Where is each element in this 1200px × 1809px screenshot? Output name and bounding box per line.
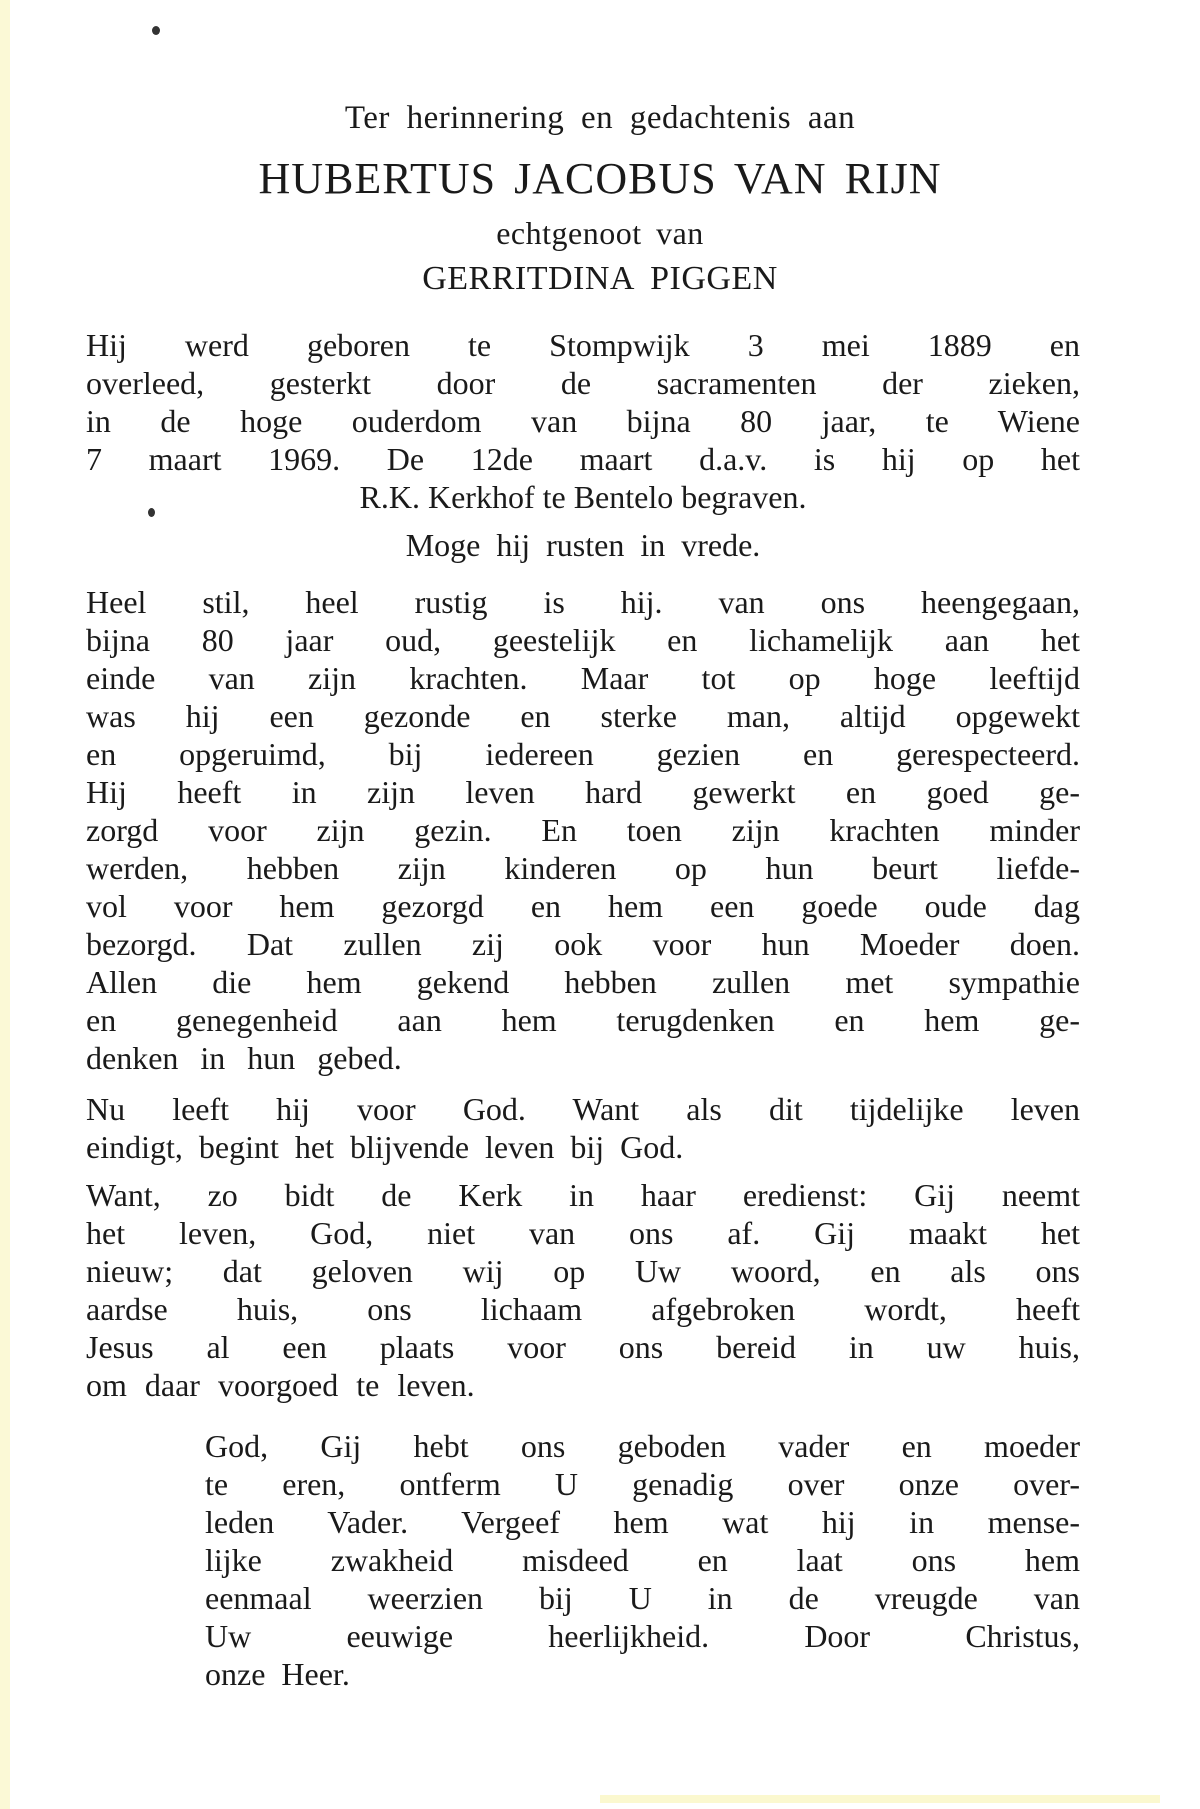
text-line: einde van zijn krachten. Maar tot op hoge leeftijd bbox=[86, 660, 1080, 696]
prayer-paragraph bbox=[205, 1427, 1080, 1693]
text-line: in de hoge ouderdom van bijna 80 jaar, te Wiene bbox=[86, 403, 1080, 439]
spouse-label: echtgenoot van bbox=[496, 215, 704, 251]
text-line: Heel stil, heel rustig is hij. van ons heengegaan, bbox=[86, 584, 1080, 620]
text-line: 7 maart 1969. De 12de maart d.a.v. is hij op het bbox=[86, 441, 1080, 477]
text-line: Jesus al een plaats voor ons bereid in uw huis, bbox=[86, 1329, 1080, 1365]
text-line: zorgd voor zijn gezin. En toen zijn krachten minder bbox=[86, 812, 1080, 848]
text-line: Want, zo bidt de Kerk in haar eredienst: Gij neemt bbox=[86, 1177, 1080, 1213]
rest-in-peace bbox=[86, 526, 1080, 564]
text-line: God, Gij hebt ons geboden vader en moeder bbox=[205, 1428, 1080, 1464]
text-line: Nu leeft hij voor God. Want als dit tijdelijke leven bbox=[86, 1091, 1080, 1127]
text-line: overleed, gesterkt door de sacramenten der zieken, bbox=[86, 365, 1080, 401]
text-line: bezorgd. Dat zullen zij ook voor hun Moeder doen. bbox=[86, 926, 1080, 962]
text-line: denken in hun gebed. bbox=[86, 1040, 402, 1076]
tribute-paragraph bbox=[86, 583, 1080, 1077]
text-line: Uw eeuwige heerlijkheid. Door Christus, bbox=[205, 1618, 1080, 1654]
text-line: onze Heer. bbox=[205, 1656, 350, 1692]
text-line: Hij heeft in zijn leven hard gewerkt en goed ge- bbox=[86, 774, 1080, 810]
text-line: om daar voorgoed te leven. bbox=[86, 1367, 475, 1403]
ink-speck bbox=[152, 26, 160, 35]
text-line: en opgeruimd, bij iedereen gezien en gerespecteerd. bbox=[86, 736, 1080, 772]
text-line: R.K. Kerkhof te Bentelo begraven. bbox=[359, 479, 807, 515]
text-line: te eren, ontferm U genadig over onze over- bbox=[205, 1466, 1080, 1502]
text-line: werden, hebben zijn kinderen op hun beurt liefde- bbox=[86, 850, 1080, 886]
text-line: eindigt, begint het blijvende leven bij God. bbox=[86, 1129, 684, 1165]
text-line: Hij werd geboren te Stompwijk 3 mei 1889 en bbox=[86, 327, 1080, 363]
paper-edge-bottom bbox=[600, 1795, 1160, 1803]
text-line: vol voor hem gezorgd en hem een goede oude dag bbox=[86, 888, 1080, 924]
text-line: nieuw; dat geloven wij op Uw woord, en als ons bbox=[86, 1253, 1080, 1289]
text-line: lijke zwakheid misdeed en laat ons hem bbox=[205, 1542, 1080, 1578]
text-line: het leven, God, niet van ons af. Gij maakt het bbox=[86, 1215, 1080, 1251]
deceased-name: HUBERTUS JACOBUS VAN RIJN bbox=[258, 154, 942, 203]
text-line: bijna 80 jaar oud, geestelijk en lichamelijk aan het bbox=[86, 622, 1080, 658]
faith-paragraph bbox=[86, 1090, 1080, 1166]
spouse-name: GERRITDINA PIGGEN bbox=[422, 260, 778, 297]
text-line: was hij een gezonde en sterke man, altijd opgewekt bbox=[86, 698, 1080, 734]
text-line: leden Vader. Vergeef hem wat hij in mense- bbox=[205, 1504, 1080, 1540]
text-line: en genegenheid aan hem terugdenken en hem ge- bbox=[86, 1002, 1080, 1038]
biography-paragraph bbox=[86, 326, 1080, 516]
text-line: eenmaal weerzien bij U in de vreugde van bbox=[205, 1580, 1080, 1616]
text-line: Moge hij rusten in vrede. bbox=[405, 527, 761, 563]
memorial-intro: Ter herinnering en gedachtenis aan bbox=[344, 100, 856, 136]
text-line: aardse huis, ons lichaam afgebroken wordt, heeft bbox=[86, 1291, 1080, 1327]
church-paragraph bbox=[86, 1176, 1080, 1404]
text-line: Allen die hem gekend hebben zullen met sympathie bbox=[86, 964, 1080, 1000]
